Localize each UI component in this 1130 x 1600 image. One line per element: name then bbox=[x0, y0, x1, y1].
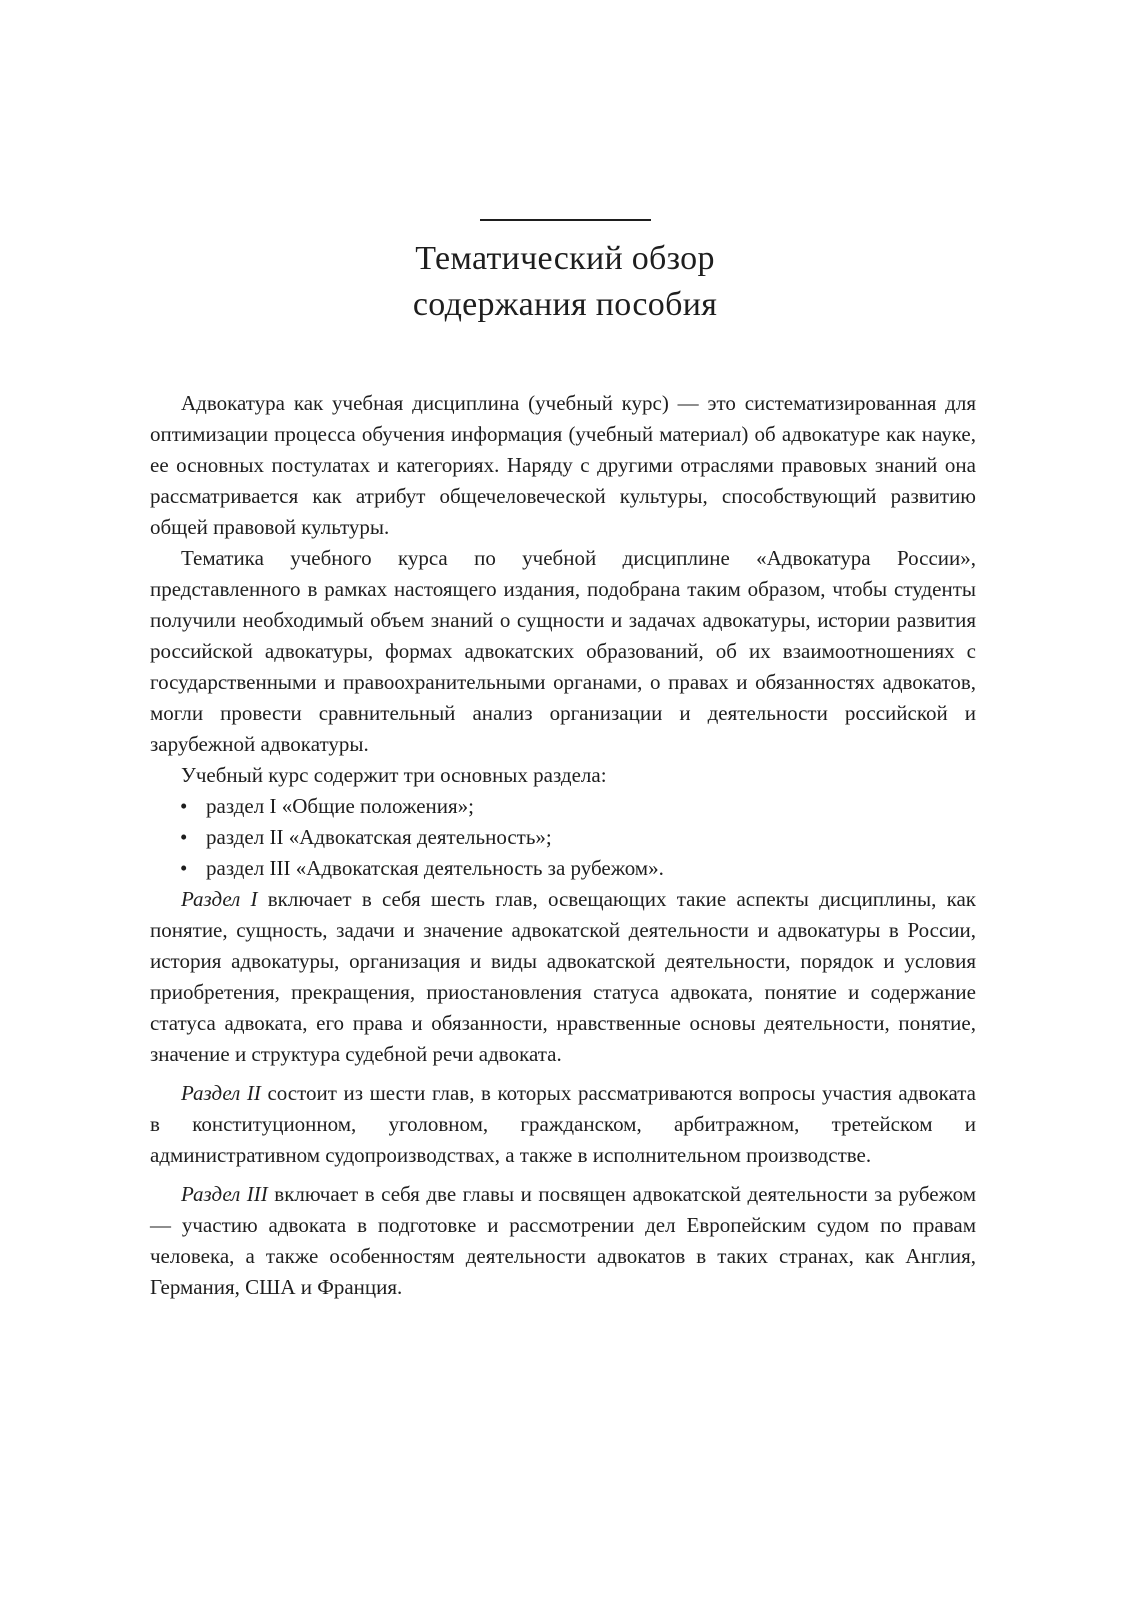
sections-list bbox=[150, 791, 976, 884]
page-title-line-2: содержания пособия bbox=[412, 286, 718, 323]
course-topics-paragraph: Тематика учебного курса по учебной дисциплине «Адвокатура России», представленного в рамках настоящего издания, подобрана таким образом, чтобы студенты получили необходимый объем знаний о сущности и задачах адвокатуры, истории развития российской адвокатуры, формах адвокатских образований, об их взаимоотношениях с государственными и правоохранительными органами, о правах и обязанностях адвокатов, могли провести сравнительный анализ организации и деятельности российской и зарубежной адвокатуры. bbox=[150, 546, 976, 756]
section-3-label: Раздел III bbox=[181, 1182, 268, 1206]
bullet-icon: • bbox=[180, 825, 188, 849]
section-1-text: включает в себя шесть глав, освещающих такие аспекты дисциплины, как понятие, сущность, задачи и значение адвокатской деятельности и адвокатуры в России, история адвокатуры, организация и виды адвокатской деятельности, порядок и условия приобретения, прекращения, приостановления статуса адвоката, понятие и содержание статуса адвоката, его права и обязанности, нравственные основы деятельности, понятие, значение и структура судебной речи адвоката. bbox=[150, 887, 976, 1066]
section-3-description bbox=[150, 1179, 976, 1303]
list-item-text: раздел III «Адвокатская деятельность за рубежом». bbox=[206, 856, 664, 880]
bullet-icon: • bbox=[180, 856, 188, 880]
section-1-label: Раздел I bbox=[181, 887, 258, 911]
bullet-icon: • bbox=[180, 794, 188, 818]
section-2-text: состоит из шести глав, в которых рассматриваются вопросы участия адвоката в конституционном, уголовном, гражданском, арбитражном, третейском и административном судопроизводствах, а также в исполнительном производстве. bbox=[150, 1081, 977, 1167]
section-2-label: Раздел II bbox=[181, 1081, 261, 1105]
body-text bbox=[150, 388, 976, 1303]
section-2-description bbox=[150, 1078, 976, 1171]
list-item bbox=[150, 791, 976, 822]
list-item-text: раздел II «Адвокатская деятельность»; bbox=[206, 825, 552, 849]
list-item-text: раздел I «Общие положения»; bbox=[206, 794, 474, 818]
section-1-description bbox=[150, 884, 976, 1070]
page-title bbox=[200, 236, 930, 328]
sections-intro-paragraph: Учебный курс содержит три основных раздела: bbox=[181, 763, 607, 787]
intro-paragraph: Адвокатура как учебная дисциплина (учебный курс) — это систематизированная для оптимизации процесса обучения информация (учебный материал) об адвокатуре как науке, ее основных постулатах и категориях. Наряду с другими отраслями правовых знаний она рассматривается как атрибут общечеловеческой культуры, способствующий развитию общей правовой культуры. bbox=[150, 391, 976, 539]
page-title-line-1: Тематический обзор bbox=[415, 240, 715, 277]
title-rule bbox=[480, 219, 651, 221]
list-item bbox=[150, 822, 976, 853]
section-3-text: включает в себя две главы и посвящен адвокатской деятельности за рубежом — участию адвоката в подготовке и рассмотрении дел Европейским судом по правам человека, а также особенностям деятельности адвокатов в таких странах, как Англия, Германия, США и Франция. bbox=[150, 1182, 976, 1299]
list-item bbox=[150, 853, 976, 884]
